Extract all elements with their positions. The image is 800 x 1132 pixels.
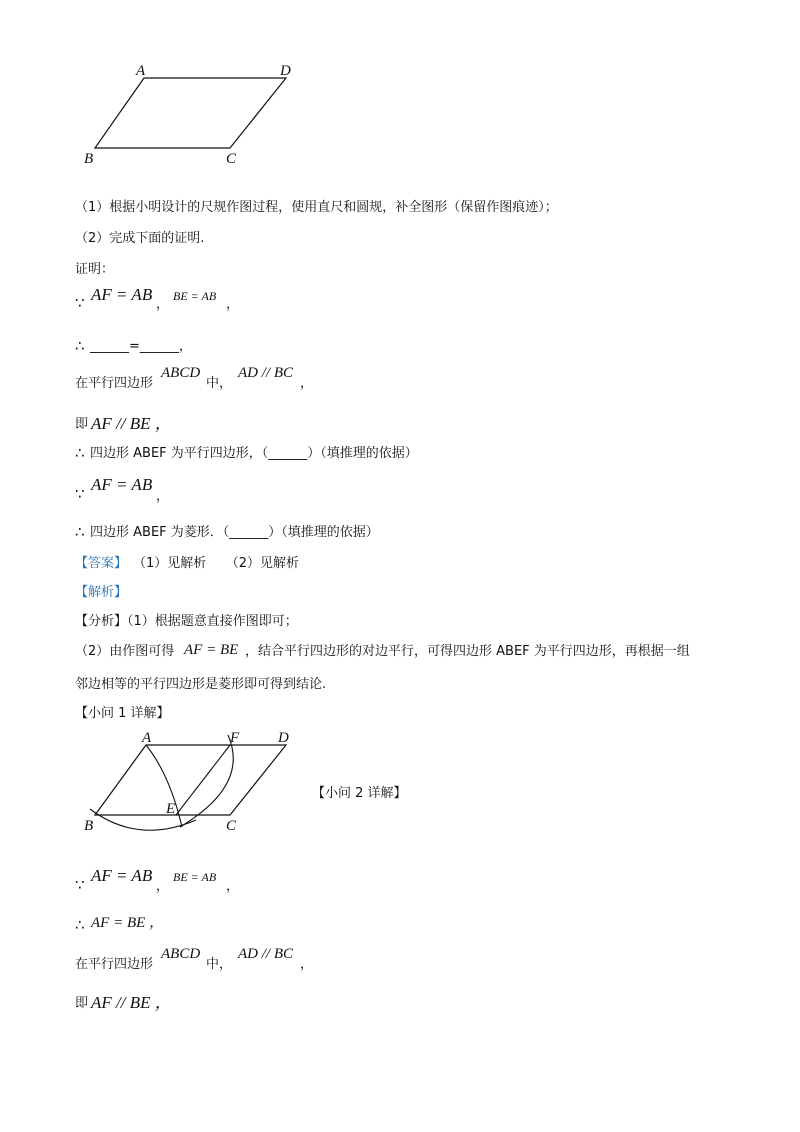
ad-parallel-bc: AD // BC bbox=[238, 946, 293, 962]
comma: ， bbox=[300, 376, 314, 391]
because-symbol: ∵ bbox=[75, 294, 85, 312]
sub-question-1-heading: 【小问 1 详解】 bbox=[75, 706, 170, 721]
af-parallel-be: AF // BE ， bbox=[91, 993, 172, 1012]
therefore-symbol: ∴ bbox=[75, 916, 85, 934]
question-1: （1）根据小明设计的尺规作图过程，使用直尺和圆规，补全图形（保留作图痕迹）； bbox=[75, 200, 558, 215]
label-f: F bbox=[230, 730, 240, 746]
proof-heading: 证明： bbox=[75, 262, 115, 277]
label-a: A bbox=[136, 63, 146, 79]
segment-ae-guide bbox=[176, 745, 230, 815]
ji-text: 即 bbox=[75, 996, 89, 1011]
label-e: E bbox=[166, 801, 176, 817]
eq-af-ab: AF = AB bbox=[91, 285, 153, 304]
zhong-text: 中， bbox=[206, 957, 233, 972]
answer-tag: 【答案】 bbox=[75, 556, 128, 571]
af-eq-be: AF = BE bbox=[184, 642, 239, 658]
label-a: A bbox=[142, 730, 152, 746]
af-eq-be: AF = BE ， bbox=[91, 915, 165, 931]
ad-parallel-bc: AD // BC bbox=[238, 365, 293, 381]
analysis-line-1: 【分析】（1）根据题意直接作图即可； bbox=[75, 614, 298, 629]
analysis-line-3: 邻边相等的平行四边形是菱形即可得到结论. bbox=[75, 677, 327, 692]
parallelogram-abcd bbox=[95, 745, 286, 815]
because-symbol: ∵ bbox=[75, 485, 85, 503]
eq-af-ab: AF = AB bbox=[91, 475, 153, 494]
eq-be-ab: BE = AB bbox=[173, 289, 217, 303]
in-parallelogram-text: 在平行四边形 bbox=[75, 957, 154, 972]
therefore-symbol: ∴ bbox=[75, 337, 85, 355]
question-2: （2）完成下面的证明. bbox=[75, 231, 205, 246]
therefore-symbol: ∴ bbox=[75, 444, 85, 462]
label-d: D bbox=[280, 63, 291, 79]
in-parallelogram-text: 在平行四边形 bbox=[75, 376, 154, 391]
abcd-label: ABCD bbox=[161, 946, 201, 962]
abcd-label: ABCD bbox=[161, 365, 201, 381]
eq-be-ab: BE = AB bbox=[173, 870, 217, 884]
construction-figure bbox=[80, 725, 320, 840]
label-c: C bbox=[226, 818, 237, 834]
analysis-tag: 【解析】 bbox=[75, 585, 128, 600]
answer-text: （1）见解析 （2）见解析 bbox=[133, 556, 300, 571]
comma: ， bbox=[226, 879, 240, 894]
arc-from-e bbox=[180, 735, 233, 827]
parallelogram-figure bbox=[80, 60, 320, 170]
rhombus-conclusion[interactable]: 四边形 ABEF 为菱形．（______）（填推理的依据） bbox=[90, 525, 379, 540]
zhong-text: 中， bbox=[206, 376, 233, 391]
sub-question-2-heading: 【小问 2 详解】 bbox=[312, 786, 407, 801]
blank-equation[interactable]: ______=______， bbox=[90, 339, 192, 354]
label-b: B bbox=[84, 818, 94, 834]
therefore-symbol: ∴ bbox=[75, 523, 85, 541]
analysis-line-2a: （2）由作图可得 bbox=[75, 644, 175, 659]
label-d: D bbox=[278, 730, 289, 746]
comma: ， bbox=[300, 957, 314, 972]
comma: ， bbox=[156, 489, 170, 504]
analysis-line-2b: ，结合平行四边形的对边平行，可得四边形 ABEF 为平行四边形，再根据一组 bbox=[245, 644, 690, 659]
ji-text: 即 bbox=[75, 417, 89, 432]
comma: ， bbox=[226, 297, 240, 312]
comma: ， bbox=[156, 297, 170, 312]
eq-af-ab: AF = AB bbox=[91, 866, 153, 885]
af-parallel-be: AF // BE ， bbox=[91, 414, 172, 433]
because-symbol: ∵ bbox=[75, 876, 85, 894]
label-b: B bbox=[84, 151, 94, 167]
label-c: C bbox=[226, 151, 237, 167]
parallelogram-abcd bbox=[95, 78, 286, 148]
comma: ， bbox=[156, 879, 170, 894]
parallelogram-conclusion[interactable]: 四边形 ABEF 为平行四边形，（______）（填推理的依据） bbox=[90, 446, 418, 461]
